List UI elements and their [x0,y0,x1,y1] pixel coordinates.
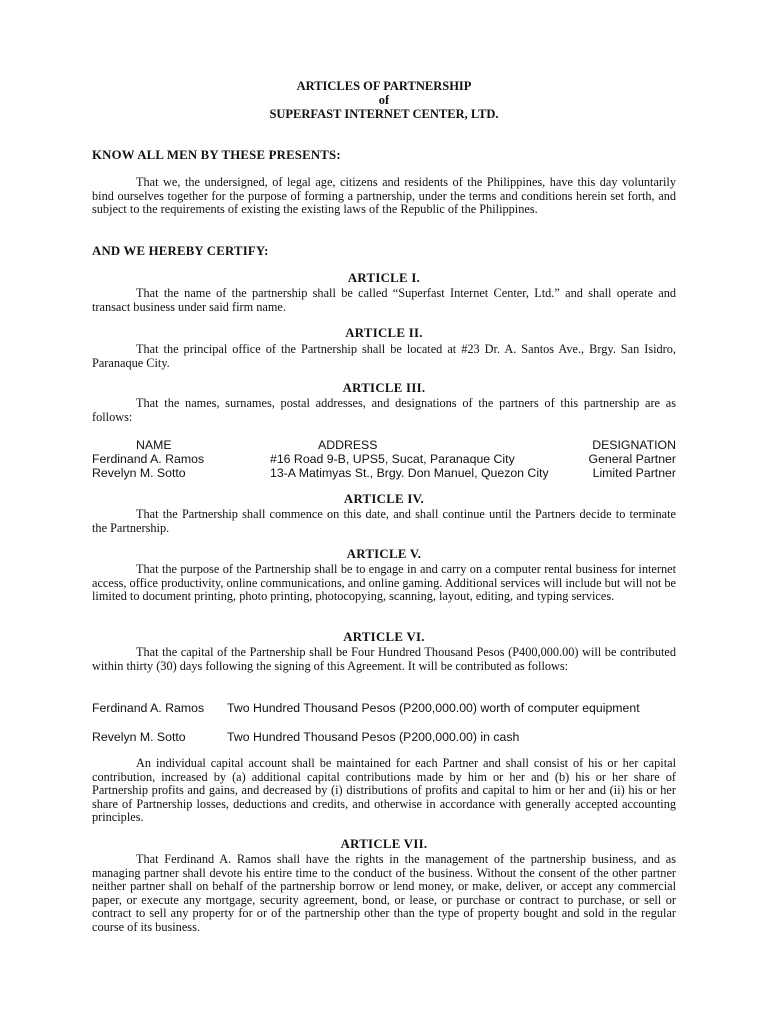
contribution-partner: Revelyn M. Sotto [92,730,186,744]
article-1-text: That the name of the partnership shall be called “Superfast Internet Center, Ltd.” and shall operate and transact business under said firm name. [92,286,676,314]
partner-name: Revelyn M. Sotto [92,466,186,480]
article-4-text: That the Partnership shall commence on this date, and shall continue until the Partners decide to terminate the Partnership. [92,507,676,535]
col-header-address: ADDRESS [318,438,378,452]
partner-name: Ferdinand A. Ramos [92,452,205,466]
contribution-amount: Two Hundred Thousand Pesos (P200,000.00) in cash [227,730,520,744]
partners-table-header [92,438,676,452]
article-6-text: That the capital of the Partnership shall be Four Hundred Thousand Pesos (P400,000.00) will be contributed within thirty (30) days following the signing of this Agreement. It will be contributed as follows: [92,645,676,673]
know-all-heading: KNOW ALL MEN BY THESE PRESENTS: [92,148,341,162]
doc-title-line3: SUPERFAST INTERNET CENTER, LTD. [269,107,499,121]
article-7-text: That Ferdinand A. Ramos shall have the rights in the management of the partnership business, and as managing partner shall devote his entire time to the conduct of the business. Without the consent of the other partner neither partner shall on behalf of the partnership borrow or lend money, or make, deliver, or accept any commercial paper, or execute any mortgage, security agreement, bond, or lease, or purchase or contract to purchase, or sell or contract to sell any property for or of the partnership other than the type of property bought and sold in the regular course of its business. [92,852,676,934]
article-7-heading: ARTICLE VII. [340,837,428,851]
table-row [92,452,676,466]
partner-designation: General Partner [588,452,676,466]
article-2-heading: ARTICLE II. [345,326,423,340]
intro-paragraph: That we, the undersigned, of legal age, citizens and residents of the Philippines, have this day voluntarily bind ourselves together for the purpose of forming a partnership, under the terms and conditions herein set forth, and subject to the requirements of existing the existing laws of the Republic of the Philippines. [92,175,676,217]
col-header-designation: DESIGNATION [592,438,676,452]
article-3-text: That the names, surnames, postal addresses, and designations of the partners of this partnership are as follows: [92,396,676,424]
article-1-heading: ARTICLE I. [347,271,421,285]
article-5-heading: ARTICLE V. [346,547,422,561]
article-6-heading: ARTICLE VI. [343,630,425,644]
article-3-heading: ARTICLE III. [342,381,426,395]
article-2-text: That the principal office of the Partnership shall be located at #23 Dr. A. Santos Ave., Brgy. San Isidro, Paranaque City. [92,342,676,370]
table-row [92,466,676,480]
partner-address: #16 Road 9-B, UPS5, Sucat, Paranaque City [270,452,515,466]
article-5-text: That the purpose of the Partnership shall be to engage in and carry on a computer rental business for internet access, office productivity, online communications, and online gaming. Additional services will include but will not be limited to document printing, photo printing, photocopying, scanning, layout, editing, and typing services. [92,562,676,604]
contribution-amount: Two Hundred Thousand Pesos (P200,000.00) worth of computer equipment [227,701,640,715]
partner-designation: Limited Partner [592,466,676,480]
partner-address: 13-A Matimyas St., Brgy. Don Manuel, Quezon City [270,466,549,480]
contribution-partner: Ferdinand A. Ramos [92,701,205,715]
document-page [92,0,676,1024]
col-header-name: NAME [136,438,172,452]
capital-account-paragraph: An individual capital account shall be maintained for each Partner and shall consist of his or her capital contribution, increased by (a) additional capital contributions made by him or her and (b) his or her share of Partnership profits and gains, and decreased by (i) distributions of profits and capital to him or her and (ii) his or her share of Partnership losses, deductions and credits, and otherwise in accordance with generally accepted accounting principles. [92,756,676,825]
doc-title-line1: ARTICLES OF PARTNERSHIP [296,79,472,93]
partners-table [92,438,676,480]
article-4-heading: ARTICLE IV. [343,492,425,506]
doc-title-line2: of [378,93,390,107]
certify-heading: AND WE HEREBY CERTIFY: [92,244,269,258]
